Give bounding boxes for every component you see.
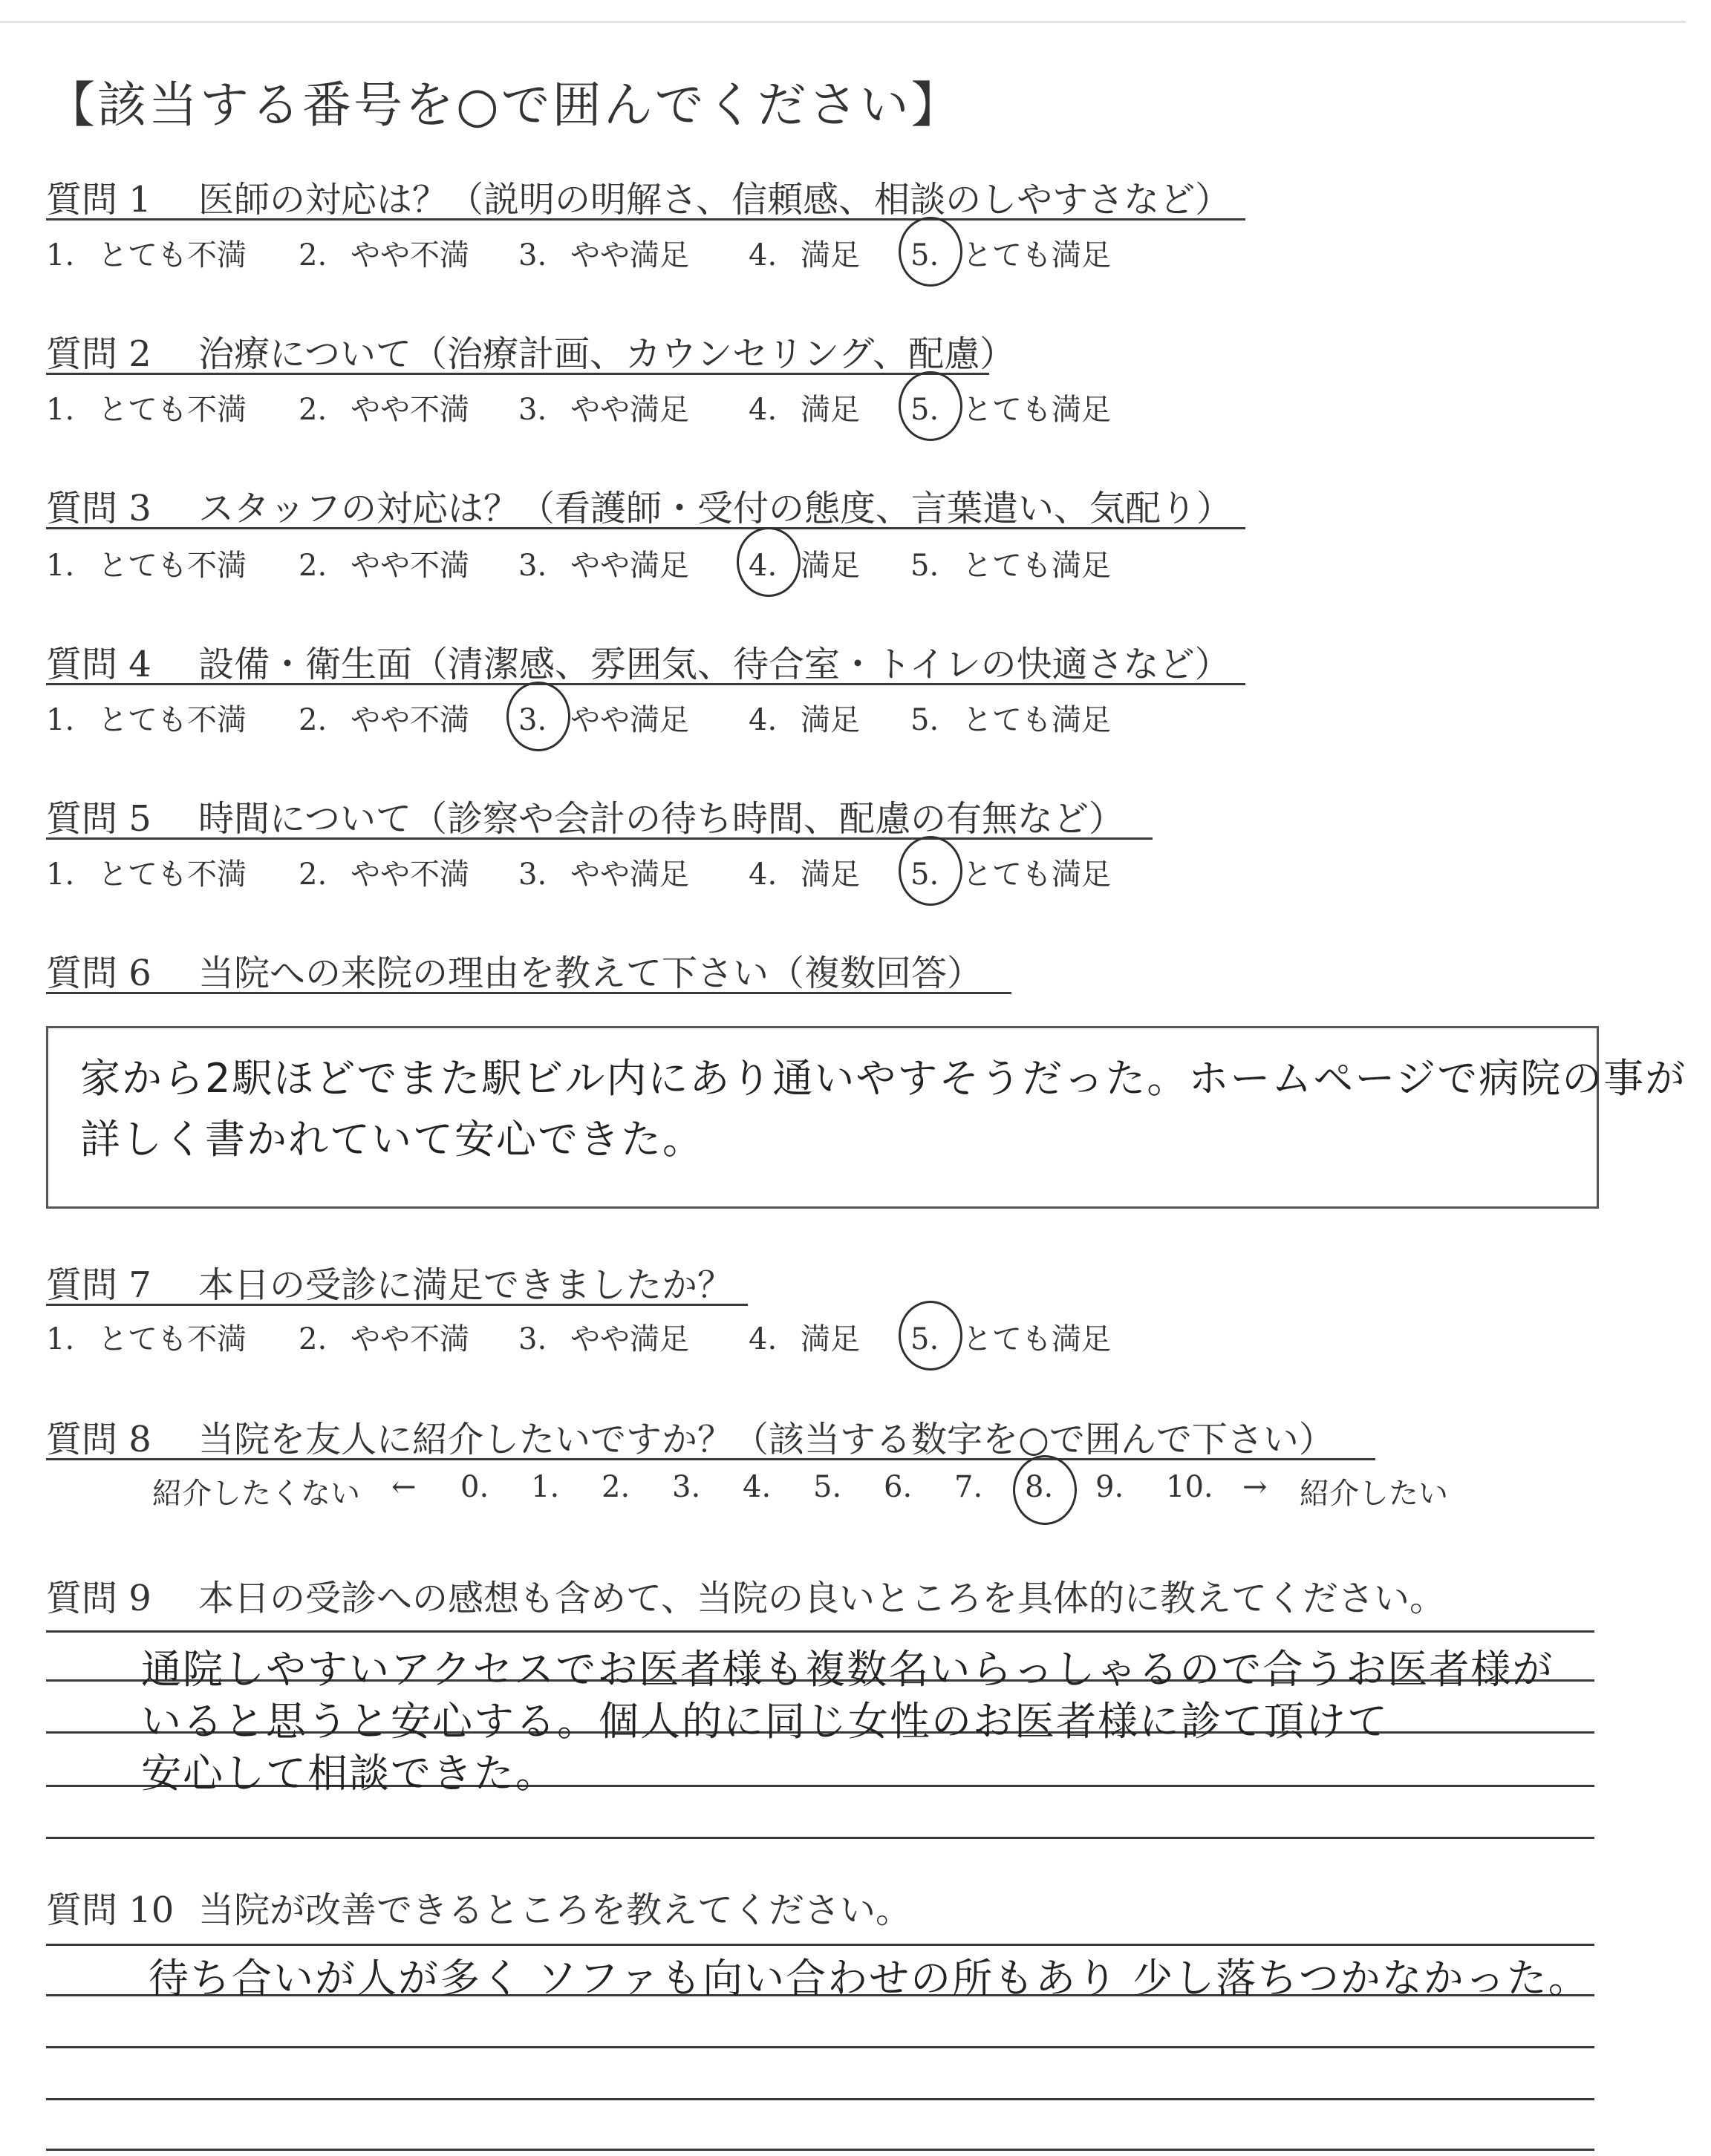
question-5 <box>46 790 1153 840</box>
answer-line <box>46 1630 1594 1633</box>
option-4[interactable]: 4. 満足 <box>749 238 860 272</box>
option-3[interactable]: 3. やや満足 <box>518 238 689 272</box>
question-8-text: 当院を友人に紹介したいですか？（該当する数字を○で囲んで下さい） <box>198 1419 1334 1460</box>
question-1-number: 質問 1 <box>46 179 151 220</box>
option-1[interactable]: 1. とても不満 <box>46 393 247 427</box>
option-3[interactable]: 3. やや満足 <box>518 1322 689 1356</box>
option-1[interactable]: 1. とても不満 <box>46 1322 247 1356</box>
option-4[interactable]: 4. 満足 <box>749 703 860 737</box>
question-7-number: 質問 7 <box>46 1264 151 1306</box>
question-4-options <box>46 696 1160 738</box>
question-7-options <box>46 1316 1160 1357</box>
option-5[interactable]: 5. とても満足 <box>910 703 1111 737</box>
option-1[interactable]: 1. とても不満 <box>46 549 247 583</box>
question-3 <box>46 480 1245 529</box>
option-2[interactable]: 2. やや不満 <box>299 238 469 272</box>
answer-line <box>46 2046 1594 2048</box>
scale-option-9[interactable]: 9. <box>1095 1470 1124 1504</box>
scale-option-2[interactable]: 2. <box>602 1470 630 1504</box>
question-2 <box>46 325 1016 375</box>
scale-option-7[interactable]: 7. <box>954 1470 983 1504</box>
question-3-text: スタッフの対応は？（看護師・受付の態度、言葉遣い、気配り） <box>198 488 1233 529</box>
option-5[interactable]: 5. とても満足 <box>910 386 1111 428</box>
selection-circle <box>1013 1455 1077 1525</box>
option-2[interactable]: 2. やや不満 <box>299 393 469 427</box>
arrow-right-icon: → <box>1242 1470 1268 1504</box>
option-4[interactable]: 4. 満足 <box>749 1322 860 1356</box>
option-1[interactable]: 1. とても不満 <box>46 238 247 272</box>
question-10-text: 当院が改善できるところを教えてください。 <box>198 1889 912 1931</box>
question-2-text: 治療について（治療計画、カウンセリング、配慮） <box>198 333 1016 375</box>
selection-circle <box>899 836 962 906</box>
question-2-number: 質問 2 <box>46 333 151 375</box>
question-9-number: 質問 9 <box>46 1578 151 1619</box>
question-8-number: 質問 8 <box>46 1419 151 1460</box>
selection-circle <box>506 682 570 751</box>
option-5[interactable]: 5. とても満足 <box>910 1316 1111 1358</box>
scale-option-1[interactable]: 1. <box>531 1470 560 1504</box>
answer-line <box>46 1837 1594 1839</box>
question-6 <box>46 944 1011 994</box>
handwritten-answer-line: 家から2駅ほどでまた駅ビル内にあり通いやすそうだった。ホームページで病院の事が <box>80 1055 1687 1102</box>
option-4[interactable]: 4. 満足 <box>749 542 860 584</box>
option-5[interactable]: 5. とても満足 <box>910 851 1111 893</box>
question-4-number: 質問 4 <box>46 644 151 685</box>
question-5-options <box>46 851 1160 892</box>
question-6-text: 当院への来院の理由を教えて下さい（複数回答） <box>198 953 983 994</box>
selection-circle <box>899 1301 962 1371</box>
answer-line <box>46 2149 1594 2151</box>
option-2[interactable]: 2. やや不満 <box>299 858 469 892</box>
option-2[interactable]: 2. やや不満 <box>299 703 469 737</box>
question-10 <box>46 1881 1086 1929</box>
scale-right-label: 紹介したい <box>1300 1477 1448 1511</box>
answer-line <box>46 1944 1594 1946</box>
scale-option-6[interactable]: 6. <box>884 1470 913 1504</box>
handwritten-answer-line: いると思うと安心する。個人的に同じ女性のお医者様に診て頂けて <box>141 1698 1389 1745</box>
question-7 <box>46 1256 748 1306</box>
handwritten-answer-line: 詳しく書かれていて安心できた。 <box>80 1116 704 1163</box>
option-1[interactable]: 1. とても不満 <box>46 703 247 737</box>
scale-option-3[interactable]: 3. <box>672 1470 701 1504</box>
question-1-options <box>46 232 1160 273</box>
question-4 <box>46 636 1245 685</box>
option-4[interactable]: 4. 満足 <box>749 858 860 892</box>
option-1[interactable]: 1. とても不満 <box>46 858 247 892</box>
handwritten-answer-line: 待ち合いが人が多く ソファも向い合わせの所もあり 少し落ちつかなかった。 <box>149 1955 1590 2002</box>
question-4-text: 設備・衛生面（清潔感、雰囲気、待合室・トイレの快適さなど） <box>198 644 1231 685</box>
selection-circle <box>899 217 962 287</box>
option-3[interactable]: 3. やや満足 <box>518 858 689 892</box>
option-4[interactable]: 4. 満足 <box>749 393 860 427</box>
option-5[interactable]: 5. とても満足 <box>910 232 1111 274</box>
selection-circle <box>899 371 962 441</box>
page-heading: 【該当する番号を○で囲んでください】 <box>46 76 962 134</box>
scale-option-8[interactable]: 8. <box>1025 1470 1054 1504</box>
question-9 <box>46 1569 1464 1617</box>
question-9-text: 本日の受診への感想も含めて、当院の良いところを具体的に教えてください。 <box>198 1578 1446 1619</box>
arrow-left-icon: ← <box>391 1470 417 1504</box>
question-8-scale <box>152 1470 1474 1512</box>
answer-line <box>46 2098 1594 2100</box>
scale-option-5[interactable]: 5. <box>813 1470 842 1504</box>
option-2[interactable]: 2. やや不満 <box>299 1322 469 1356</box>
option-2[interactable]: 2. やや不満 <box>299 549 469 583</box>
selection-circle <box>737 527 801 597</box>
handwritten-answer-line: 安心して相談できた。 <box>141 1750 557 1797</box>
scale-option-4[interactable]: 4. <box>743 1470 772 1504</box>
option-3[interactable]: 3. やや満足 <box>518 393 689 427</box>
scale-left-label: 紹介したくない <box>152 1477 360 1511</box>
question-1-text: 医師の対応は？（説明の明解さ、信頼感、相談のしやすさなど） <box>198 179 1231 220</box>
handwritten-answer-line: 通院しやすいアクセスでお医者様も複数名いらっしゃるので合うお医者様が <box>141 1646 1554 1693</box>
option-3[interactable]: 3. やや満足 <box>518 549 689 583</box>
question-5-number: 質問 5 <box>46 798 151 840</box>
question-8 <box>46 1411 1375 1460</box>
question-6-number: 質問 6 <box>46 953 151 994</box>
option-5[interactable]: 5. とても満足 <box>910 549 1111 583</box>
question-3-number: 質問 3 <box>46 488 151 529</box>
question-1 <box>46 171 1245 220</box>
scale-option-0[interactable]: 0. <box>460 1470 489 1504</box>
question-3-options <box>46 542 1160 584</box>
scale-option-10[interactable]: 10. <box>1166 1470 1213 1504</box>
question-2-options <box>46 386 1160 428</box>
question-7-text: 本日の受診に満足できましたか？ <box>198 1264 734 1306</box>
question-5-text: 時間について（診察や会計の待ち時間、配慮の有無など） <box>198 798 1125 840</box>
scan-top-edge <box>0 21 1686 23</box>
question-10-number: 質問 10 <box>46 1889 175 1931</box>
option-3[interactable]: 3. やや満足 <box>518 696 689 739</box>
